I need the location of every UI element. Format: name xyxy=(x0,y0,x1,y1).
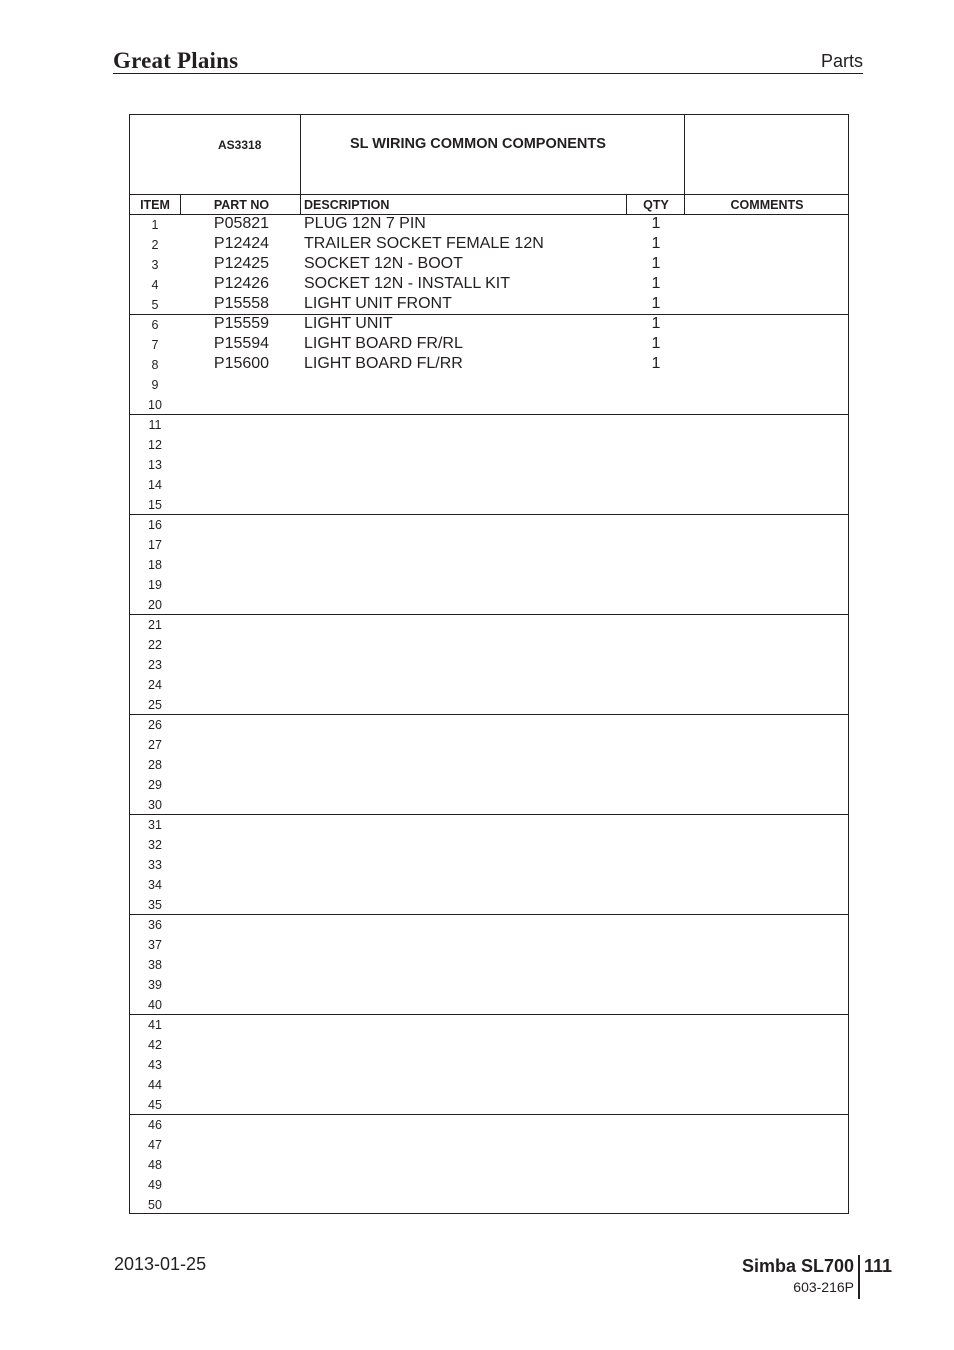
table-row xyxy=(130,495,848,515)
description-cell: LIGHT UNIT xyxy=(304,315,393,332)
part-number-cell: P12426 xyxy=(213,275,270,292)
assembly-number: AS3318 xyxy=(218,138,262,152)
item-cell: 22 xyxy=(148,638,162,652)
item-cell: 39 xyxy=(148,978,162,992)
table-row xyxy=(130,1075,848,1095)
qty-cell: 1 xyxy=(651,235,661,252)
table-row xyxy=(130,775,848,795)
parts-table xyxy=(129,114,849,1214)
table-row xyxy=(130,435,848,455)
item-cell: 18 xyxy=(148,558,162,572)
item-cell: 36 xyxy=(148,918,162,932)
table-row xyxy=(130,1115,848,1135)
table-row xyxy=(130,1135,848,1155)
item-cell: 45 xyxy=(148,1098,162,1112)
table-row xyxy=(130,395,848,415)
table-row xyxy=(130,1055,848,1075)
table-row xyxy=(130,1015,848,1035)
qty-cell: 1 xyxy=(651,255,661,272)
item-cell: 37 xyxy=(148,938,162,952)
item-cell: 13 xyxy=(148,458,162,472)
item-cell: 40 xyxy=(148,998,162,1012)
item-cell: 47 xyxy=(148,1138,162,1152)
item-cell: 32 xyxy=(148,838,162,852)
qty-cell: 1 xyxy=(651,295,661,312)
description-cell: SOCKET 12N - INSTALL KIT xyxy=(304,275,510,292)
table-row xyxy=(130,235,848,255)
table-row xyxy=(130,335,848,355)
table-row xyxy=(130,215,848,235)
table-row xyxy=(130,835,848,855)
part-number-cell: P12424 xyxy=(213,235,270,252)
part-number-cell: P15600 xyxy=(213,355,270,372)
item-cell: 50 xyxy=(148,1198,162,1212)
item-cell: 9 xyxy=(151,378,159,392)
qty-cell: 1 xyxy=(651,355,661,372)
item-cell: 2 xyxy=(151,238,159,252)
header-rule xyxy=(113,73,863,74)
table-row xyxy=(130,695,848,715)
table-row xyxy=(130,455,848,475)
qty-cell: 1 xyxy=(651,335,661,352)
table-row xyxy=(130,575,848,595)
description-cell: PLUG 12N 7 PIN xyxy=(304,215,426,232)
qty-cell: 1 xyxy=(651,275,661,292)
col-divider-part xyxy=(300,195,301,215)
table-row xyxy=(130,715,848,735)
item-cell: 19 xyxy=(148,578,162,592)
item-cell: 48 xyxy=(148,1158,162,1172)
table-row xyxy=(130,475,848,495)
item-cell: 8 xyxy=(151,358,159,372)
table-row xyxy=(130,1095,848,1115)
table-row xyxy=(130,1035,848,1055)
table-row xyxy=(130,935,848,955)
item-cell: 24 xyxy=(148,678,162,692)
item-cell: 12 xyxy=(148,438,162,452)
table-row xyxy=(130,975,848,995)
footer-model: Simba SL700 xyxy=(741,1256,854,1276)
qty-cell: 1 xyxy=(651,215,661,232)
table-row xyxy=(130,375,848,395)
item-cell: 35 xyxy=(148,898,162,912)
table-row xyxy=(130,655,848,675)
table-row xyxy=(130,915,848,935)
table-row xyxy=(130,735,848,755)
table-row xyxy=(130,595,848,615)
item-cell: 16 xyxy=(148,518,162,532)
brand-logo: Great Plains xyxy=(113,48,239,73)
item-cell: 21 xyxy=(148,618,162,632)
item-cell: 17 xyxy=(148,538,162,552)
item-cell: 15 xyxy=(148,498,162,512)
table-row xyxy=(130,1155,848,1175)
document-number: 603-216P xyxy=(793,1279,854,1295)
table-row xyxy=(130,275,848,295)
item-cell: 14 xyxy=(148,478,162,492)
col-divider-item xyxy=(180,195,181,215)
item-cell: 41 xyxy=(148,1018,162,1032)
table-row xyxy=(130,1175,848,1195)
table-row xyxy=(130,955,848,975)
item-cell: 3 xyxy=(151,258,159,272)
table-row xyxy=(130,795,848,815)
item-cell: 6 xyxy=(151,318,159,332)
page-number: 111 xyxy=(864,1256,893,1276)
item-cell: 23 xyxy=(148,658,162,672)
table-row xyxy=(130,995,848,1015)
title-bottom-rule xyxy=(130,194,848,195)
description-cell: SOCKET 12N - BOOT xyxy=(304,255,463,272)
item-cell: 7 xyxy=(151,338,159,352)
description-cell: TRAILER SOCKET FEMALE 12N xyxy=(304,235,544,252)
table-row xyxy=(130,875,848,895)
description-cell: LIGHT UNIT FRONT xyxy=(304,295,452,312)
table-row xyxy=(130,295,848,315)
item-cell: 49 xyxy=(148,1178,162,1192)
description-cell: LIGHT BOARD FR/RL xyxy=(304,335,463,352)
item-cell: 42 xyxy=(148,1038,162,1052)
table-row xyxy=(130,1195,848,1215)
part-number-cell: P15594 xyxy=(213,335,270,352)
item-cell: 43 xyxy=(148,1058,162,1072)
column-header-item: ITEM xyxy=(140,198,170,212)
item-cell: 29 xyxy=(148,778,162,792)
column-header-description: DESCRIPTION xyxy=(304,198,390,212)
table-row xyxy=(130,415,848,435)
table-row xyxy=(130,675,848,695)
column-header-part-no: PART NO xyxy=(213,198,270,212)
item-cell: 25 xyxy=(148,698,162,712)
footer-date: 2013-01-25 xyxy=(114,1254,207,1274)
item-cell: 1 xyxy=(151,218,159,232)
table-row xyxy=(130,355,848,375)
section-label: Parts xyxy=(820,51,863,71)
part-number-cell: P15558 xyxy=(213,295,270,312)
table-row xyxy=(130,815,848,835)
table-row xyxy=(130,555,848,575)
qty-cell: 1 xyxy=(651,315,661,332)
description-cell: LIGHT BOARD FL/RR xyxy=(304,355,463,372)
table-row xyxy=(130,855,848,875)
title-divider-left xyxy=(300,115,301,195)
sheet-title: SL WIRING COMMON COMPONENTS xyxy=(350,136,606,152)
item-cell: 28 xyxy=(148,758,162,772)
item-cell: 11 xyxy=(148,418,162,432)
item-cell: 27 xyxy=(148,738,162,752)
item-cell: 30 xyxy=(148,798,162,812)
item-cell: 4 xyxy=(151,278,159,292)
footer-divider xyxy=(858,1255,860,1299)
item-cell: 34 xyxy=(148,878,162,892)
table-row xyxy=(130,895,848,915)
item-cell: 5 xyxy=(151,298,159,312)
item-cell: 46 xyxy=(148,1118,162,1132)
table-row xyxy=(130,615,848,635)
item-cell: 33 xyxy=(148,858,162,872)
part-number-cell: P12425 xyxy=(213,255,270,272)
part-number-cell: P05821 xyxy=(213,215,270,232)
column-header-comments: COMMENTS xyxy=(730,198,804,212)
item-cell: 20 xyxy=(148,598,162,612)
table-row xyxy=(130,255,848,275)
item-cell: 38 xyxy=(148,958,162,972)
part-number-cell: P15559 xyxy=(213,315,270,332)
table-row xyxy=(130,315,848,335)
item-cell: 26 xyxy=(148,718,162,732)
title-block xyxy=(130,115,848,195)
column-header-qty: QTY xyxy=(643,198,669,212)
item-cell: 44 xyxy=(148,1078,162,1092)
item-cell: 10 xyxy=(148,398,162,412)
table-row xyxy=(130,755,848,775)
item-cell: 31 xyxy=(148,818,162,832)
table-row xyxy=(130,515,848,535)
table-row xyxy=(130,635,848,655)
table-row xyxy=(130,535,848,555)
